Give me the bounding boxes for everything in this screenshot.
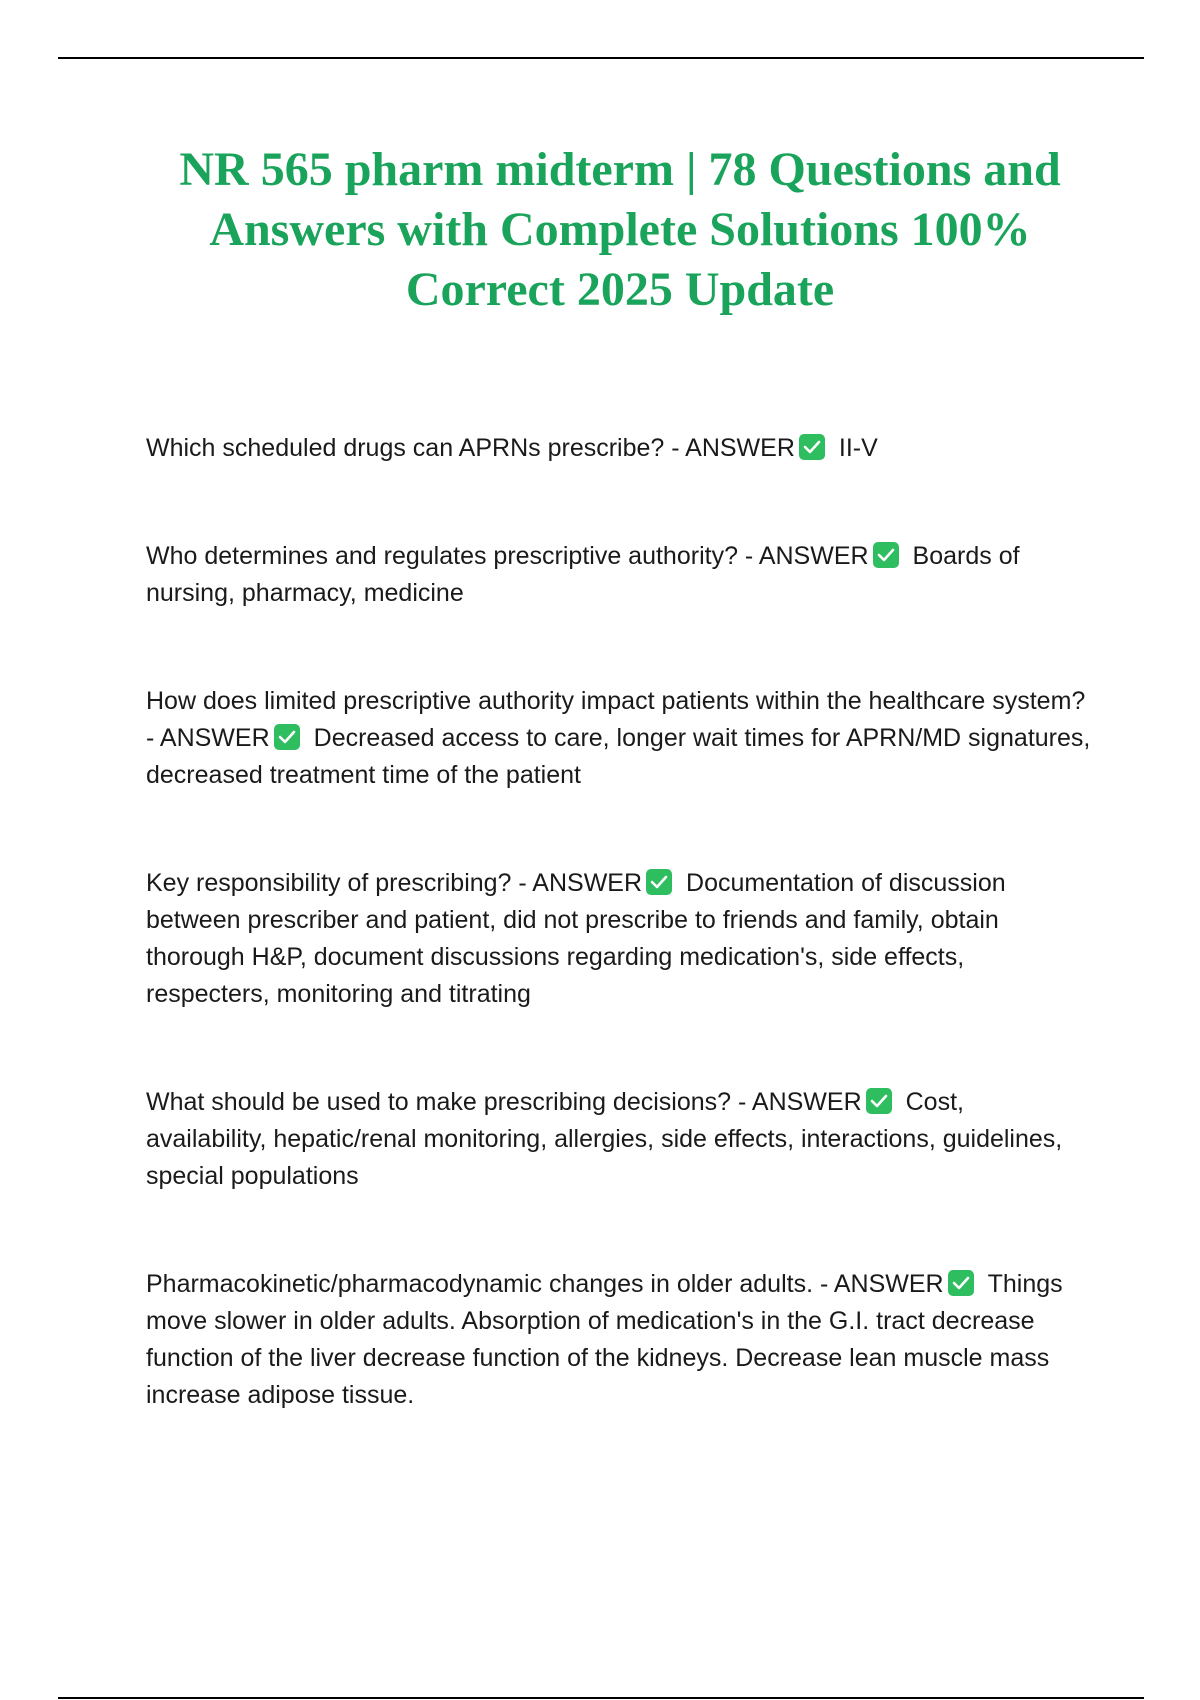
check-mark-icon xyxy=(799,434,825,460)
check-mark-icon xyxy=(948,1270,974,1296)
qa-item xyxy=(146,538,1091,612)
answer-label: ANSWER xyxy=(685,434,795,462)
answer-text: Documentation of discussion between prescriber and patient, did not prescribe to friends and family, obtain thorough H&P, document discussions regarding medication's, side effects, respecters, monitoring and titrating xyxy=(146,869,1006,1008)
question-text: Key responsibility of prescribing? - xyxy=(146,869,533,897)
question-text: How does limited prescriptive authority impact patients within the healthcare system? - xyxy=(146,687,1086,752)
qa-item xyxy=(146,865,1091,1013)
check-mark-icon xyxy=(646,869,672,895)
qa-item xyxy=(146,1266,1091,1414)
bottom-rule xyxy=(58,1697,1144,1699)
check-mark-icon xyxy=(866,1088,892,1114)
qa-item xyxy=(146,430,1091,467)
answer-label: ANSWER xyxy=(751,1088,862,1116)
check-mark-icon xyxy=(274,724,300,750)
answer-text: Decreased access to care, longer wait times for APRN/MD signatures, decreased treatment time of the patient xyxy=(146,724,1091,789)
answer-label: ANSWER xyxy=(159,724,270,752)
qa-list xyxy=(146,430,1091,1414)
answer-text: Cost, availability, hepatic/renal monitoring, allergies, side effects, interactions, guidelines, special populations xyxy=(146,1088,1063,1190)
answer-text: II-V xyxy=(838,434,878,462)
qa-item xyxy=(146,683,1091,794)
question-text: Who determines and regulates prescriptive authority? - xyxy=(146,542,759,570)
answer-label: ANSWER xyxy=(758,542,869,570)
top-rule xyxy=(58,57,1144,59)
answer-text: Things move slower in older adults. Absorption of medication's in the G.I. tract decrease function of the liver decrease function of the kidneys. Decrease lean muscle mass increase adipose tissue. xyxy=(146,1270,1063,1409)
answer-label: ANSWER xyxy=(833,1270,944,1298)
answer-text: Boards of nursing, pharmacy, medicine xyxy=(146,542,1020,607)
question-text: Which scheduled drugs can APRNs prescribe? - xyxy=(146,434,686,462)
answer-label: ANSWER xyxy=(532,869,643,897)
document-title: NR 565 pharm midterm | 78 Questions and Answers with Complete Solutions 100% Correct 2025 Update xyxy=(179,143,1061,316)
check-mark-icon xyxy=(873,542,899,568)
qa-item xyxy=(146,1084,1091,1195)
question-text: Pharmacokinetic/pharmacodynamic changes in older adults. - xyxy=(146,1270,834,1298)
question-text: What should be used to make prescribing decisions? - xyxy=(146,1088,752,1116)
